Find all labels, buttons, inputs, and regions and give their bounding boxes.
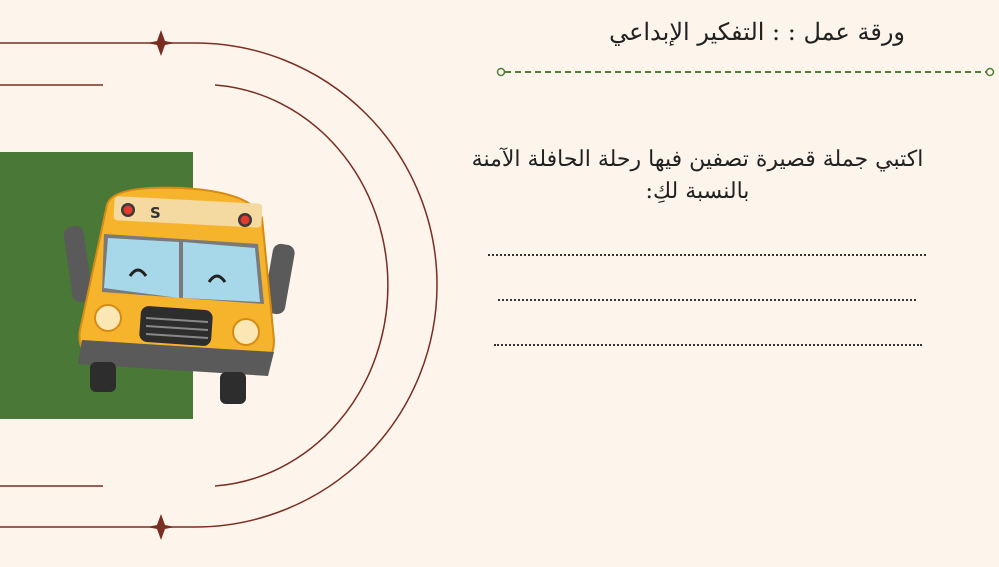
prompt-line-1: اكتبي جملة قصيرة تصفين فيها رحلة الحافلة الآمنة <box>471 147 924 172</box>
school-bus-icon <box>62 180 297 410</box>
question-prompt <box>420 144 975 208</box>
title-underline <box>496 66 996 78</box>
star-bottom <box>147 514 175 540</box>
prompt-line-2: بالنسبة لكِ: <box>645 179 750 204</box>
page-title: ورقة عمل : : التفكير الإبداعي <box>609 18 905 46</box>
answer-line-1[interactable] <box>488 254 926 256</box>
bus-sign: S <box>150 204 161 222</box>
star-top <box>147 30 175 56</box>
answer-line-3[interactable] <box>494 344 922 346</box>
answer-line-2[interactable] <box>498 299 916 301</box>
